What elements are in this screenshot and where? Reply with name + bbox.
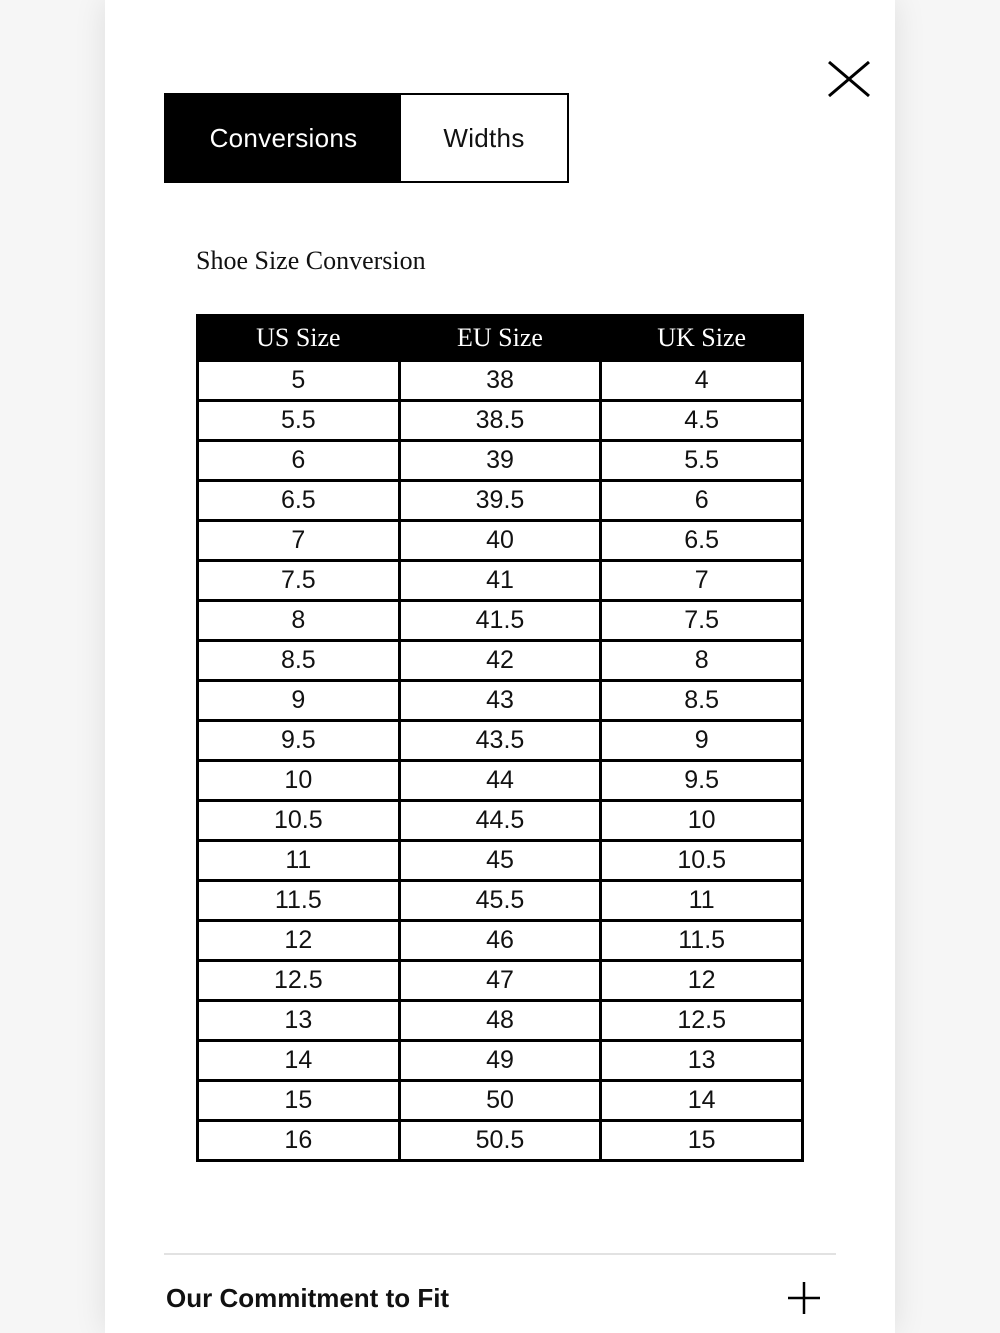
us-size-cell: 6 xyxy=(198,441,400,481)
us-size-cell: 5 xyxy=(198,361,400,401)
uk-size-cell: 9.5 xyxy=(601,761,803,801)
uk-size-cell: 4.5 xyxy=(601,401,803,441)
table-row xyxy=(198,521,803,561)
uk-size-cell: 9 xyxy=(601,721,803,761)
uk-size-cell: 8 xyxy=(601,641,803,681)
uk-size-cell: 7 xyxy=(601,561,803,601)
us-size-cell: 10.5 xyxy=(198,801,400,841)
uk-size-cell: 8.5 xyxy=(601,681,803,721)
us-size-cell: 11.5 xyxy=(198,881,400,921)
section-title: Shoe Size Conversion xyxy=(196,246,426,275)
us-size-cell: 10 xyxy=(198,761,400,801)
uk-size-cell: 6 xyxy=(601,481,803,521)
column-header-us: US Size xyxy=(198,316,400,361)
table-row xyxy=(198,561,803,601)
tab-bar xyxy=(164,93,569,183)
us-size-cell: 12 xyxy=(198,921,400,961)
us-size-cell: 12.5 xyxy=(198,961,400,1001)
eu-size-cell: 39 xyxy=(399,441,601,481)
us-size-cell: 16 xyxy=(198,1121,400,1161)
column-header-eu: EU Size xyxy=(399,316,601,361)
plus-icon xyxy=(787,1281,821,1315)
uk-size-cell: 12.5 xyxy=(601,1001,803,1041)
table-row xyxy=(198,601,803,641)
table-row xyxy=(198,1041,803,1081)
table-row xyxy=(198,401,803,441)
us-size-cell: 14 xyxy=(198,1041,400,1081)
table-row xyxy=(198,1081,803,1121)
us-size-cell: 6.5 xyxy=(198,481,400,521)
uk-size-cell: 10.5 xyxy=(601,841,803,881)
uk-size-cell: 7.5 xyxy=(601,601,803,641)
table-header-row xyxy=(198,316,803,361)
us-size-cell: 7 xyxy=(198,521,400,561)
table-row xyxy=(198,921,803,961)
table-row xyxy=(198,841,803,881)
close-icon xyxy=(827,60,871,98)
close-button[interactable] xyxy=(827,60,871,98)
table-row xyxy=(198,361,803,401)
commitment-label: Our Commitment to Fit xyxy=(166,1282,450,1313)
us-size-cell: 5.5 xyxy=(198,401,400,441)
us-size-cell: 8.5 xyxy=(198,641,400,681)
eu-size-cell: 43.5 xyxy=(399,721,601,761)
eu-size-cell: 48 xyxy=(399,1001,601,1041)
table-body xyxy=(198,361,803,1161)
table-row xyxy=(198,681,803,721)
uk-size-cell: 10 xyxy=(601,801,803,841)
eu-size-cell: 47 xyxy=(399,961,601,1001)
table-row xyxy=(198,481,803,521)
uk-size-cell: 12 xyxy=(601,961,803,1001)
column-header-uk: UK Size xyxy=(601,316,803,361)
uk-size-cell: 6.5 xyxy=(601,521,803,561)
us-size-cell: 15 xyxy=(198,1081,400,1121)
us-size-cell: 8 xyxy=(198,601,400,641)
table-row xyxy=(198,441,803,481)
table-row xyxy=(198,1001,803,1041)
eu-size-cell: 49 xyxy=(399,1041,601,1081)
tab-conversions[interactable]: Conversions xyxy=(166,95,401,181)
eu-size-cell: 50 xyxy=(399,1081,601,1121)
eu-size-cell: 38.5 xyxy=(399,401,601,441)
eu-size-cell: 46 xyxy=(399,921,601,961)
uk-size-cell: 4 xyxy=(601,361,803,401)
table-row xyxy=(198,881,803,921)
eu-size-cell: 44.5 xyxy=(399,801,601,841)
commitment-accordion[interactable] xyxy=(164,1270,824,1326)
uk-size-cell: 13 xyxy=(601,1041,803,1081)
us-size-cell: 7.5 xyxy=(198,561,400,601)
table-row xyxy=(198,1121,803,1161)
size-conversion-table xyxy=(196,314,804,1162)
eu-size-cell: 45.5 xyxy=(399,881,601,921)
uk-size-cell: 5.5 xyxy=(601,441,803,481)
table-row xyxy=(198,721,803,761)
eu-size-cell: 39.5 xyxy=(399,481,601,521)
eu-size-cell: 41 xyxy=(399,561,601,601)
eu-size-cell: 43 xyxy=(399,681,601,721)
us-size-cell: 9.5 xyxy=(198,721,400,761)
table-row xyxy=(198,801,803,841)
eu-size-cell: 40 xyxy=(399,521,601,561)
uk-size-cell: 14 xyxy=(601,1081,803,1121)
uk-size-cell: 11.5 xyxy=(601,921,803,961)
eu-size-cell: 38 xyxy=(399,361,601,401)
tab-widths[interactable]: Widths xyxy=(401,95,567,181)
eu-size-cell: 50.5 xyxy=(399,1121,601,1161)
us-size-cell: 9 xyxy=(198,681,400,721)
table-row xyxy=(198,961,803,1001)
us-size-cell: 13 xyxy=(198,1001,400,1041)
uk-size-cell: 15 xyxy=(601,1121,803,1161)
table-row xyxy=(198,641,803,681)
us-size-cell: 11 xyxy=(198,841,400,881)
eu-size-cell: 42 xyxy=(399,641,601,681)
eu-size-cell: 45 xyxy=(399,841,601,881)
eu-size-cell: 44 xyxy=(399,761,601,801)
uk-size-cell: 11 xyxy=(601,881,803,921)
table-row xyxy=(198,761,803,801)
eu-size-cell: 41.5 xyxy=(399,601,601,641)
divider xyxy=(164,1253,836,1255)
